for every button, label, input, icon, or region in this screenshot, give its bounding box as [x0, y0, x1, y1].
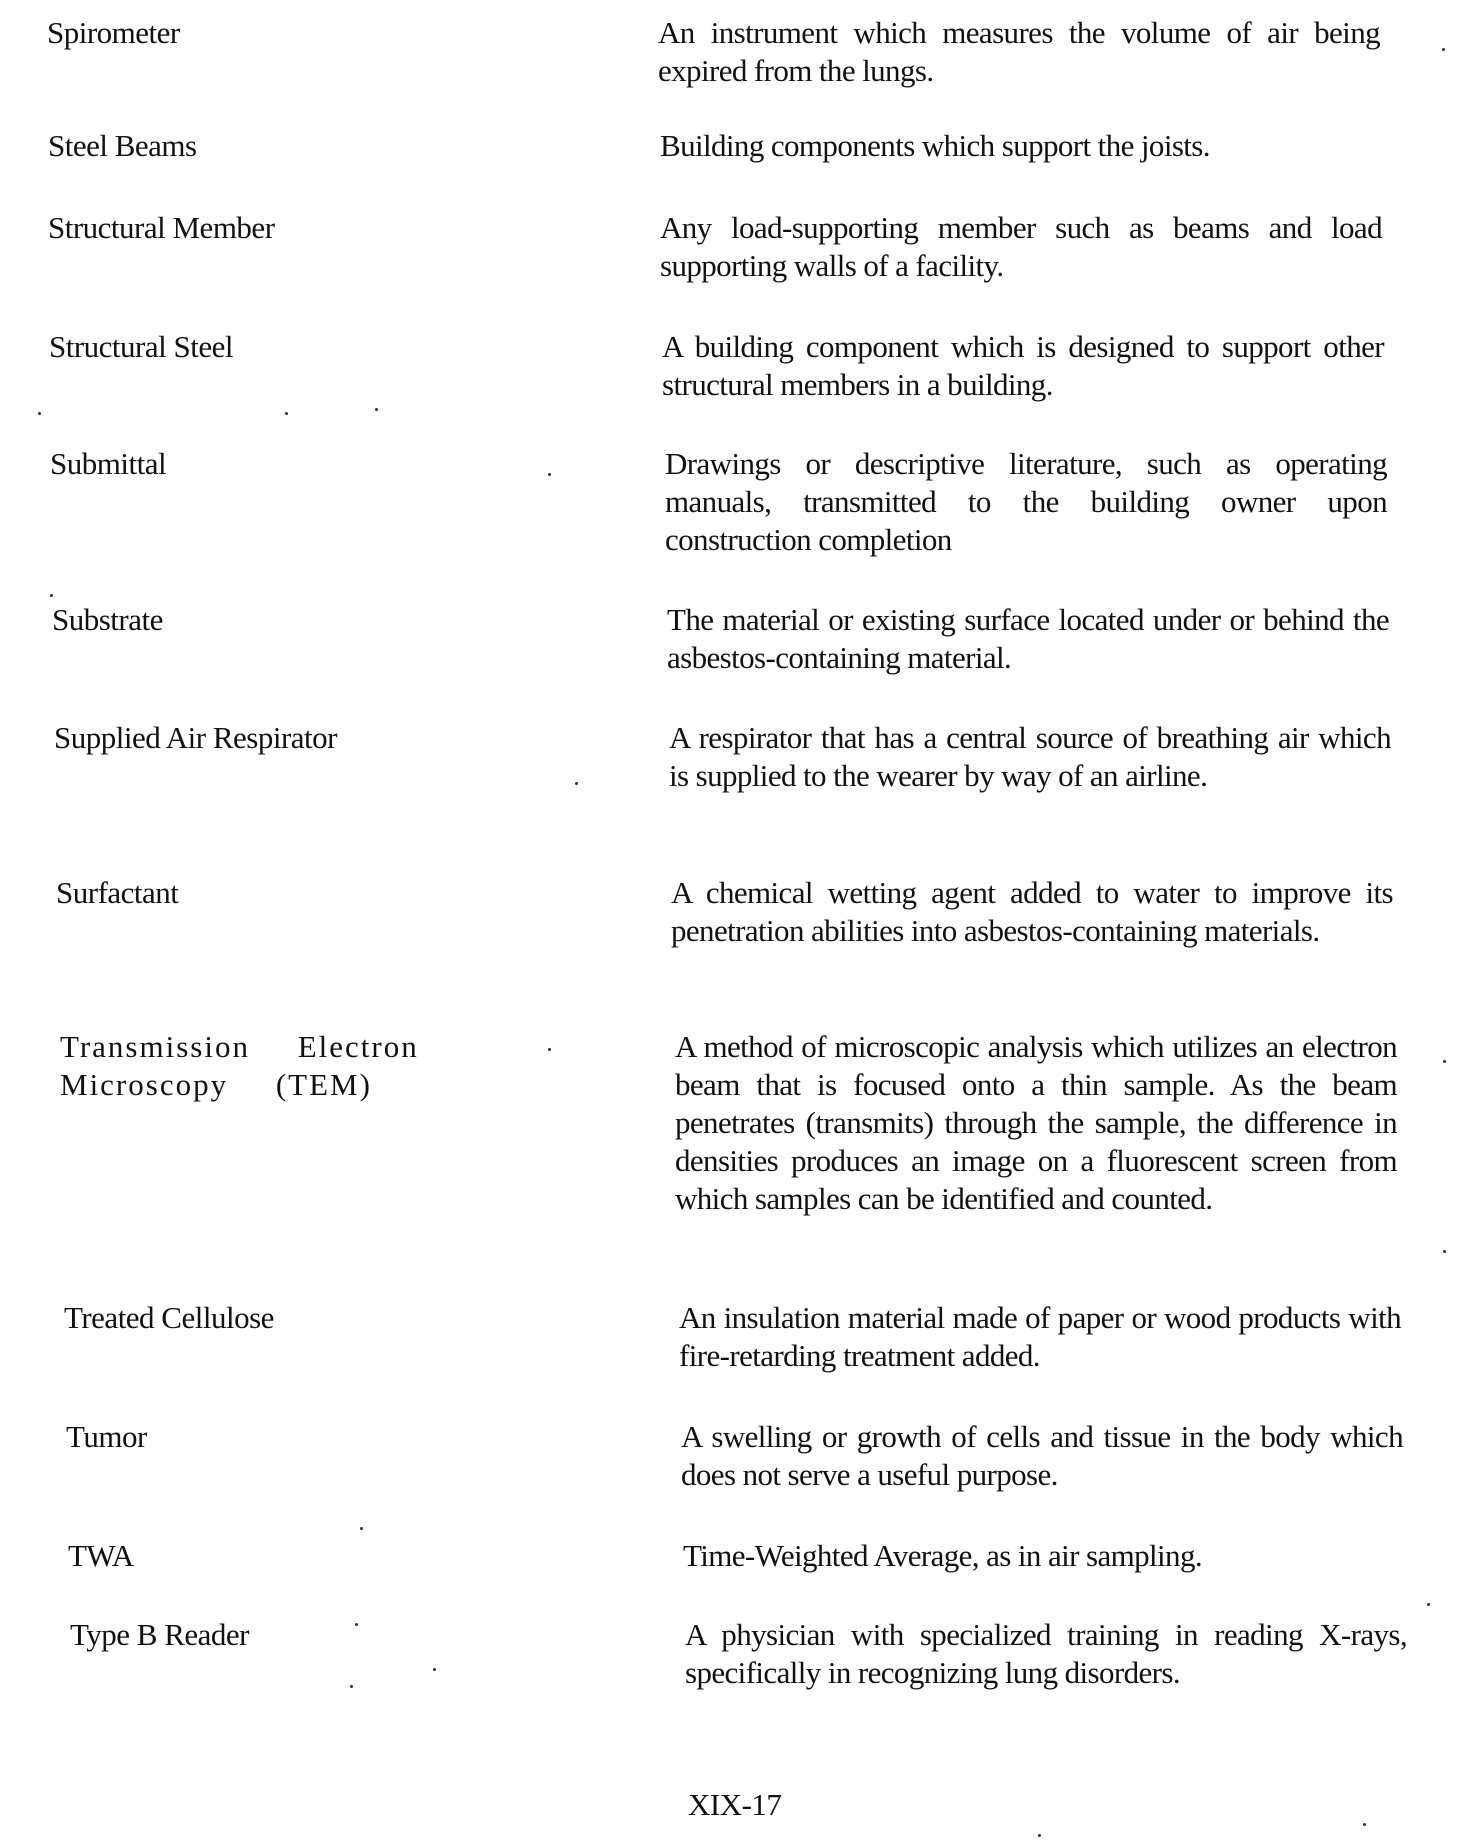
scan-speck [375, 408, 378, 411]
scan-speck [1427, 1603, 1430, 1606]
scan-speck [548, 473, 551, 476]
glossary-term: Steel Beams [48, 128, 197, 163]
glossary-definition: A chemical wetting agent added to water to improve its penetration abilities into asbestos-containing materials. [671, 875, 1393, 948]
glossary-term: Spirometer [47, 15, 180, 50]
scan-speck [1038, 1834, 1041, 1837]
scan-speck [355, 1623, 358, 1626]
page-number: XIX-17 [688, 1787, 782, 1822]
glossary-definition: Any load-supporting member such as beams and load supporting walls of a facility. [660, 210, 1382, 283]
scan-speck [575, 782, 578, 785]
scan-speck [1363, 1823, 1366, 1826]
glossary-term: Supplied Air Respirator [54, 720, 337, 755]
glossary-term: TWA [68, 1538, 134, 1573]
glossary-definition: A method of microscopic analysis which utilizes an electron beam that is focused onto a thin sample. As the beam penetrates (transmits) through the sample, the difference in densities produces an image on a fluorescent screen from which samples can be identified and counted. [675, 1029, 1397, 1216]
glossary-definition: An instrument which measures the volume of air being expired from the lungs. [658, 15, 1380, 88]
scan-speck [548, 1048, 551, 1051]
scan-speck [350, 1685, 353, 1688]
scan-speck [1443, 1060, 1446, 1063]
glossary-definition: Time-Weighted Average, as in air sampling. [683, 1538, 1202, 1573]
glossary-term [60, 1028, 480, 1104]
glossary-term-text: Transmission Electron Microscopy (TEM) [60, 1029, 419, 1102]
glossary-definition: Drawings or descriptive literature, such as operating manuals, transmitted to the building owner upon construction completion [665, 446, 1387, 557]
scan-speck [1443, 1250, 1446, 1253]
glossary-definition: An insulation material made of paper or wood products with fire-retarding treatment added. [679, 1300, 1401, 1373]
glossary-definition: The material or existing surface located under or behind the asbestos-containing material. [667, 602, 1389, 675]
glossary-definition: A respirator that has a central source of breathing air which is supplied to the wearer by way of an airline. [669, 720, 1391, 793]
glossary-definition: A physician with specialized training in reading X-rays, specifically in recognizing lung disorders. [685, 1617, 1407, 1690]
scan-speck [38, 412, 41, 415]
glossary-term: Surfactant [56, 875, 179, 910]
glossary-term: Structural Steel [49, 329, 233, 364]
glossary-term: Structural Member [48, 210, 275, 245]
glossary-definition: A building component which is designed to support other structural members in a building. [662, 329, 1384, 402]
glossary-term: Tumor [66, 1419, 147, 1454]
glossary-term: Type B Reader [70, 1617, 249, 1652]
glossary-term: Substrate [52, 602, 163, 637]
scan-speck [360, 1527, 363, 1530]
glossary-definition: Building components which support the joists. [660, 128, 1210, 163]
glossary-definition: A swelling or growth of cells and tissue in the body which does not serve a useful purpose. [681, 1419, 1403, 1492]
glossary-term: Treated Cellulose [64, 1300, 274, 1335]
scan-speck [433, 1668, 436, 1671]
glossary-term: Submittal [50, 446, 167, 481]
scan-speck [285, 412, 288, 415]
scan-speck [50, 594, 53, 597]
scan-speck [1442, 48, 1445, 51]
